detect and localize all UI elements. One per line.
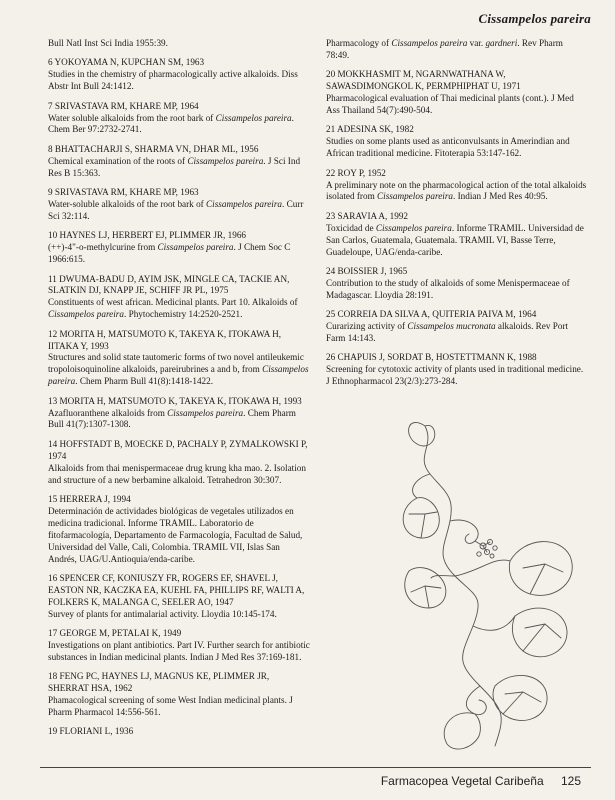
reference-body: Studies on some plants used as anticonvulsants in Amerindian and African traditional medicine. Fitoterapia 53:147-162. (326, 136, 570, 159)
reference-body: Chemical examination of the roots of Cissampelos pareira. J Sci Ind Res B 15:363. (48, 155, 301, 178)
reference-body: Water-soluble alkaloids of the root bark of Cissampelos pareira. Curr Sci 32:114. (48, 198, 304, 221)
plant-leaf (403, 498, 439, 538)
reference-entry (48, 494, 310, 565)
plant-tendril (450, 520, 478, 543)
plant-illustration (395, 396, 590, 751)
reference-head: 15 HERRERA J, 1994 (48, 494, 131, 504)
reference-body: Contribution to the study of alkaloids of some Menispermaceae of Madagascar. Lloydia 28:191. (326, 277, 570, 300)
plant-leaf (509, 542, 572, 596)
reference-body: A preliminary note on the pharmacological action of the total alkaloids isolated from Cissampelos pareira. Indian J Med Res 40:95. (326, 179, 587, 202)
reference-entry (48, 726, 310, 738)
plant-flower-cluster (475, 540, 497, 559)
plant-tendril (466, 686, 486, 715)
reference-head: 8 BHATTACHARJI S, SHARMA VN, DHAR ML, 1956 (48, 143, 259, 154)
references-right-column (326, 38, 588, 396)
plant-leaf (409, 422, 435, 445)
reference-head: 9 SRIVASTAVA RM, KHARE MP, 1963 (48, 187, 199, 198)
reference-body: Screening for cytotoxic activity of plants used in traditional medicine. J Ethnopharmacol 23(2/3):273-284. (326, 364, 584, 387)
reference-entry (326, 352, 588, 388)
plant-tendril (455, 560, 510, 576)
reference-body: Pharmacology of Cissampelos pareira var. gardneri. Rev Pharm 78:49. (326, 38, 563, 60)
reference-head: 13 MORITA H, MATSUMOTO K, TAKEYA K, ITOKAWA H, 1993 (48, 395, 302, 406)
reference-entry (48, 187, 310, 223)
reference-body: Water soluble alkaloids from the root bark of Cissampelos pareira. Chem Ber 97:2732-2741. (48, 112, 294, 135)
reference-body: Azafluoranthene alkaloids from Cissampelos pareira. Chem Pharm Bull 41(7):1307-1308. (48, 407, 296, 430)
reference-entry (48, 57, 310, 93)
reference-body: Curarizing activity of Cissampelos mucronata alkaloids. Rev Port Farm 14:143. (326, 321, 569, 344)
reference-head: 25 CORREIA DA SILVA A, QUITERIA PAIVA M, 1964 (326, 309, 537, 320)
reference-body: Pharmacological evaluation of Thai medicinal plants (cont.). J Med Ass Thailand 54(7):490-504. (326, 93, 574, 116)
reference-entry (326, 168, 588, 204)
plant-leaf (444, 713, 480, 749)
book-title: Farmacopea Vegetal Caribeña (380, 774, 544, 788)
reference-entry (48, 101, 310, 137)
reference-entry (48, 329, 310, 389)
reference-body: Alkaloids from thai menispermaceae drug krung kha mao. 2. Isolation and structure of a new berbamine alkaloid. Tetrahedron 30:307. (48, 462, 306, 485)
reference-body: Studies in the chemistry of pharmacologically active alkaloids. Diss Abstr Int Bull 24:1412. (48, 69, 298, 92)
reference-head: 26 CHAPUIS J, SORDAT B, HOSTETTMANN K, 1988 (326, 352, 537, 363)
reference-body: Investigations on plant antibiotics. Part IV. Further search for antibiotic substances in Indian medicinal plants. Indian J Med Res 37:169-181. (48, 639, 310, 662)
reference-body: Structures and solid state tautomeric forms of two novel antileukemic tropoloisoquinoline alkaloids, pareirubrines a and b, from Cissampelos pareira. Chem Pharm Bull 41(8):1418-1422. (48, 352, 309, 387)
reference-head: 22 ROY P, 1952 (326, 167, 386, 178)
reference-entry (326, 69, 588, 117)
reference-entry (326, 38, 588, 62)
reference-head: 17 GEORGE M, PETALAI K, 1949 (48, 628, 182, 639)
references-left-column (48, 38, 310, 746)
reference-entry (48, 439, 310, 487)
reference-entry (48, 671, 310, 719)
reference-body: Phamacological screening of some West Indian medicinal plants. J Pharm Pharmacol 14:556-561. (48, 695, 293, 717)
reference-head: 18 FENG PC, HAYNES LJ, MAGNUS KE, PLIMMER JR, SHERRAT HSA, 1962 (48, 671, 270, 694)
reference-entry (48, 274, 310, 322)
reference-entry (48, 628, 310, 664)
reference-entry (48, 38, 310, 50)
reference-body: Determinación de actividades biológicas de vegetales utilizados en medicina tradicional. Informe TRAMIL. Laboratorio de fitofarmacología, Departamento de Farmacología, Facultad de Salud, Universidad del Valle, Cali, Colombia. TRAMIL VII, Islas San Andrés, UAG/U.Antioquia/enda-caribe. (48, 505, 303, 564)
reference-head: 16 SPENCER CF, KONIUSZY FR, ROGERS EF, SHAVEL J, EASTON NR, KACZKA EA, KUEHL FA, PHILLIPS RF, WALTI A, FOLKERS K, MALANGA C, SEELER AO, 1947 (48, 572, 305, 607)
reference-entry (48, 396, 310, 432)
reference-head: 12 MORITA H, MATSUMOTO K, TAKEYA K, ITOKAWA H, IITAKA Y, 1993 (48, 328, 282, 351)
reference-body: Toxicidad de Cissampelos pareira. Informe TRAMIL. Universidad de San Carlos, Guatemala, Guatemala. TRAMIL VI, Basse Terre, Guadeloupe, UAG/enda-caribe. (326, 222, 584, 257)
plant-stem (424, 426, 501, 746)
reference-head: 23 SARAVIA A, 1992 (326, 210, 409, 221)
reference-entry (48, 230, 310, 266)
reference-body: Bull Natl Inst Sci India 1955:39. (48, 38, 168, 48)
page-footer (381, 774, 581, 788)
reference-entry (326, 211, 588, 259)
reference-head: 24 BOISSIER J, 1965 (326, 266, 408, 276)
plant-leaf (493, 675, 547, 720)
running-header: Cissampelos pareira (478, 11, 591, 26)
reference-head: 21 ADESINA SK, 1982 (326, 124, 414, 135)
page-number: 125 (560, 774, 581, 788)
reference-head: 7 SRIVASTAVA RM, KHARE MP, 1964 (48, 100, 199, 111)
footer-rule (40, 767, 591, 768)
reference-entry (326, 124, 588, 160)
reference-body: (++)-4"-o-methylcurine from Cissampelos pareira. J Chem Soc C 1966:615. (48, 242, 291, 265)
reference-body: Survey of plants for antimalarial activity. Lloydia 10:145-174. (48, 608, 277, 619)
reference-body: Constituents of west african. Medicinal plants. Part 10. Alkaloids of Cissampelos pareira. Phytochemistry 14:2520-2521. (48, 297, 298, 320)
reference-head: 14 HOFFSTADT B, MOECKE D, PACHALY P, ZYMALKOWSKI P, 1974 (48, 438, 308, 461)
plant-tendril (413, 474, 430, 498)
reference-head: 10 HAYNES LJ, HERBERT EJ, PLIMMER JR, 1966 (48, 230, 247, 241)
reference-entry (48, 144, 310, 180)
plant-leaf (512, 608, 567, 657)
reference-entry (326, 309, 588, 345)
reference-head: 11 DWUMA-BADU D, AYIM JSK, MINGLE CA, TACKIE AN, SLATKIN DJ, KNAPP JE, SCHIFF JR PL, 1975 (48, 273, 290, 296)
reference-entry (326, 266, 588, 302)
reference-head: 20 MOKKHASMIT M, NGARNWATHANA W, SAWASDIMONGKOL K, PERMPHIPHAT U, 1971 (326, 69, 521, 92)
plant-tendril (473, 616, 515, 630)
reference-head: 19 FLORIANI L, 1936 (48, 726, 134, 737)
reference-head: 6 YOKOYAMA N, KUPCHAN SM, 1963 (48, 57, 205, 68)
reference-entry (48, 573, 310, 621)
